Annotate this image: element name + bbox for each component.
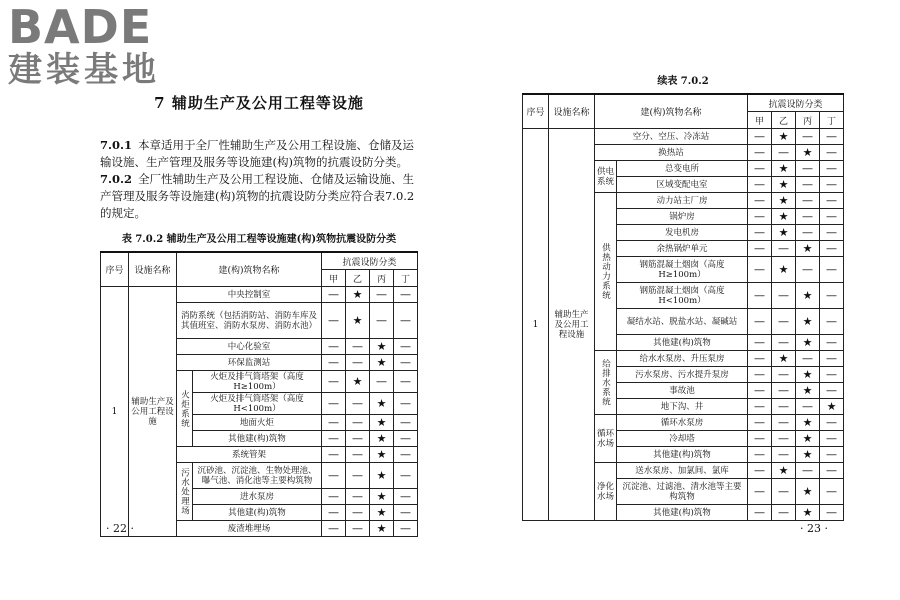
group-power-supply: 供电系统 <box>595 161 617 193</box>
building-name: 系统管架 <box>177 447 322 463</box>
class-mark: — <box>394 489 418 505</box>
class-mark: — <box>796 129 820 145</box>
class-mark: — <box>748 415 772 431</box>
building-name: 火炬及排气筒塔架（高度H<100m） <box>193 393 322 415</box>
building-name: 送水泵房、加氯间、氯库 <box>617 463 748 479</box>
header-seq: 序号 <box>101 252 129 287</box>
header-class-a: 甲 <box>322 270 346 287</box>
class-mark: — <box>748 505 772 521</box>
table-row <box>523 129 844 145</box>
table-caption: 表 7.0.2 辅助生产及公用工程等设施建(构)筑物抗震设防分类 <box>121 234 397 245</box>
class-mark: ★ <box>772 129 796 145</box>
continued-table-caption: 续表 7.0.2 <box>657 76 709 87</box>
class-mark: — <box>748 399 772 415</box>
class-mark: ★ <box>796 335 820 351</box>
building-name: 污水泵房、污水提升泵房 <box>617 367 748 383</box>
page-number-right: · 23 · <box>800 522 828 535</box>
class-mark: — <box>820 161 844 177</box>
row-facility: 辅助生产及公用工程设施 <box>129 287 177 537</box>
class-mark: ★ <box>772 193 796 209</box>
building-name: 凝结水站、脱盐水站、凝碱站 <box>617 309 748 335</box>
class-mark: ★ <box>772 161 796 177</box>
class-mark: ★ <box>346 371 370 393</box>
class-mark: — <box>820 383 844 399</box>
class-mark: — <box>346 463 370 489</box>
table-row <box>101 287 418 303</box>
class-mark: ★ <box>370 505 394 521</box>
class-mark: ★ <box>820 399 844 415</box>
class-mark: — <box>346 431 370 447</box>
class-mark: — <box>394 303 418 339</box>
class-mark: ★ <box>796 383 820 399</box>
class-mark: — <box>772 367 796 383</box>
header-class-d: 丁 <box>820 112 844 129</box>
class-mark: — <box>748 209 772 225</box>
class-mark: ★ <box>370 431 394 447</box>
class-mark: — <box>322 431 346 447</box>
class-mark: — <box>772 145 796 161</box>
header-class-c: 丙 <box>370 270 394 287</box>
class-mark: — <box>370 303 394 339</box>
building-name: 钢筋混凝土烟囱（高度H<100m） <box>617 283 748 309</box>
class-mark: ★ <box>796 431 820 447</box>
class-mark: — <box>394 371 418 393</box>
class-mark: ★ <box>796 283 820 309</box>
class-mark: — <box>796 225 820 241</box>
header-class-a: 甲 <box>748 112 772 129</box>
class-mark: — <box>322 489 346 505</box>
class-mark: — <box>772 415 796 431</box>
building-name: 沉淀池、过滤池、清水池等主要构筑物 <box>617 479 748 505</box>
class-mark: — <box>346 489 370 505</box>
header-facility: 设施名称 <box>129 252 177 287</box>
class-mark: — <box>820 335 844 351</box>
class-mark: — <box>748 351 772 367</box>
class-mark: — <box>748 145 772 161</box>
class-mark: — <box>346 505 370 521</box>
class-mark: — <box>346 393 370 415</box>
class-mark: ★ <box>370 489 394 505</box>
class-mark: ★ <box>772 463 796 479</box>
class-mark: — <box>772 383 796 399</box>
class-mark: — <box>394 431 418 447</box>
clause-text: 全厂性辅助生产及公用工程设施、仓储及运输设施、生产管理及服务等设施建(构)筑物的抗震设防分类应符合表7.0.2的规定。 <box>100 172 415 220</box>
class-mark: — <box>748 129 772 145</box>
building-name: 动力站主厂房 <box>617 193 748 209</box>
group-water-supply-drainage: 给排水系统 <box>595 351 617 415</box>
class-mark: — <box>796 193 820 209</box>
clause-number: 7.0.1 <box>100 138 133 152</box>
class-mark: — <box>394 521 418 537</box>
class-mark: — <box>772 505 796 521</box>
header-category: 抗震设防分类 <box>322 252 418 270</box>
building-name: 总变电所 <box>617 161 748 177</box>
building-name: 给水水泵房、升压泵房 <box>617 351 748 367</box>
class-mark: — <box>820 257 844 283</box>
class-mark: ★ <box>370 415 394 431</box>
class-mark: ★ <box>370 463 394 489</box>
building-name: 环保监测站 <box>177 355 322 371</box>
header-building: 建(构)筑物名称 <box>595 94 748 129</box>
class-mark: — <box>820 309 844 335</box>
logo-subtitle: 建装基地 <box>8 50 160 90</box>
class-mark: — <box>748 309 772 335</box>
class-mark: — <box>820 463 844 479</box>
class-mark: ★ <box>772 177 796 193</box>
class-mark: — <box>322 303 346 339</box>
class-mark: — <box>796 209 820 225</box>
class-mark: — <box>772 335 796 351</box>
group-sewage-plant: 污水处理场 <box>177 463 193 521</box>
class-mark: ★ <box>370 447 394 463</box>
building-name: 其他建(构)筑物 <box>617 335 748 351</box>
class-mark: — <box>322 355 346 371</box>
building-name: 废渣堆埋场 <box>177 521 322 537</box>
class-mark: — <box>820 479 844 505</box>
clause-text: 本章适用于全厂性辅助生产及公用工程设施、仓储及运输设施、生产管理及服务等设施建(构)筑物的抗震设防分类。 <box>100 138 415 169</box>
class-mark: — <box>322 415 346 431</box>
class-mark: — <box>748 335 772 351</box>
building-name: 循环水泵房 <box>617 415 748 431</box>
building-name: 锅炉房 <box>617 209 748 225</box>
class-mark: — <box>748 161 772 177</box>
building-name: 发电机房 <box>617 225 748 241</box>
class-mark: — <box>820 129 844 145</box>
class-mark: ★ <box>370 355 394 371</box>
building-name: 区域变配电室 <box>617 177 748 193</box>
class-mark: — <box>820 177 844 193</box>
chapter-title: 7 辅助生产及公用工程等设施 <box>154 94 364 112</box>
class-mark: — <box>394 355 418 371</box>
class-mark: ★ <box>796 367 820 383</box>
class-mark: — <box>748 257 772 283</box>
building-name: 中心化验室 <box>177 339 322 355</box>
class-mark: — <box>748 225 772 241</box>
class-mark: — <box>820 209 844 225</box>
class-mark: — <box>820 351 844 367</box>
header-building: 建(构)筑物名称 <box>177 252 322 287</box>
class-mark: — <box>796 463 820 479</box>
building-name: 其他建(构)筑物 <box>193 431 322 447</box>
class-mark: — <box>394 447 418 463</box>
class-mark: ★ <box>772 209 796 225</box>
building-name: 其他建(构)筑物 <box>617 505 748 521</box>
class-mark: — <box>748 283 772 309</box>
class-mark: ★ <box>796 309 820 335</box>
group-heat-power: 供热动力系统 <box>595 193 617 351</box>
class-mark: — <box>796 177 820 193</box>
class-mark: — <box>322 463 346 489</box>
header-class-d: 丁 <box>394 270 418 287</box>
class-mark: — <box>748 177 772 193</box>
header-category: 抗震设防分类 <box>748 94 844 112</box>
class-mark: ★ <box>772 225 796 241</box>
class-mark: — <box>394 339 418 355</box>
class-mark: — <box>772 399 796 415</box>
building-name: 地下沟、井 <box>617 399 748 415</box>
class-mark: — <box>820 193 844 209</box>
class-mark: — <box>394 415 418 431</box>
class-mark: — <box>748 367 772 383</box>
class-mark: ★ <box>370 393 394 415</box>
class-mark: — <box>772 241 796 257</box>
class-mark: — <box>322 521 346 537</box>
class-mark: — <box>772 479 796 505</box>
class-mark: — <box>820 431 844 447</box>
class-mark: — <box>394 393 418 415</box>
right-page <box>522 64 844 521</box>
class-mark: — <box>346 521 370 537</box>
class-mark: — <box>796 257 820 283</box>
class-mark: — <box>394 287 418 303</box>
group-cooling-water: 循环水场 <box>595 415 617 463</box>
class-mark: ★ <box>772 351 796 367</box>
class-mark: — <box>796 351 820 367</box>
building-name: 事故池 <box>617 383 748 399</box>
class-mark: — <box>322 287 346 303</box>
class-mark: — <box>772 283 796 309</box>
class-mark: ★ <box>370 339 394 355</box>
class-mark: — <box>772 309 796 335</box>
class-mark: — <box>346 447 370 463</box>
row-seq: 1 <box>523 129 549 521</box>
row-seq: 1 <box>101 287 129 537</box>
building-name: 中央控制室 <box>177 287 322 303</box>
class-mark: — <box>394 505 418 521</box>
building-name: 地面火炬 <box>193 415 322 431</box>
group-water-purification: 净化水场 <box>595 463 617 521</box>
class-mark: — <box>748 463 772 479</box>
class-mark: — <box>820 283 844 309</box>
class-mark: — <box>370 371 394 393</box>
class-mark: ★ <box>796 479 820 505</box>
class-mark: ★ <box>370 521 394 537</box>
building-name: 消防系统（包括消防站、消防车库及其值班室、消防水泵房、消防水池） <box>177 303 322 339</box>
header-class-c: 丙 <box>796 112 820 129</box>
class-mark: — <box>820 145 844 161</box>
continued-classification-table <box>522 93 844 521</box>
header-class-b: 乙 <box>346 270 370 287</box>
class-mark: — <box>820 241 844 257</box>
class-mark: — <box>322 505 346 521</box>
page-number-left: · 22 · <box>106 522 134 535</box>
classification-table <box>100 251 418 537</box>
header-facility: 设施名称 <box>549 94 595 129</box>
class-mark: — <box>370 287 394 303</box>
class-mark: — <box>322 371 346 393</box>
class-mark: ★ <box>346 287 370 303</box>
class-mark: — <box>820 415 844 431</box>
building-name: 其他建(构)筑物 <box>193 505 322 521</box>
group-torch-system: 火炬系统 <box>177 371 193 447</box>
class-mark: — <box>322 447 346 463</box>
class-mark: — <box>748 447 772 463</box>
header-class-b: 乙 <box>772 112 796 129</box>
class-mark: — <box>322 339 346 355</box>
building-name: 空分、空压、冷冻站 <box>595 129 748 145</box>
class-mark: — <box>796 399 820 415</box>
left-page <box>100 92 418 537</box>
building-name: 火炬及排气筒塔架（高度H≥100m） <box>193 371 322 393</box>
header-seq: 序号 <box>523 94 549 129</box>
class-mark: — <box>772 447 796 463</box>
class-mark: ★ <box>796 447 820 463</box>
class-mark: ★ <box>796 241 820 257</box>
row-facility: 辅助生产及公用工程设施 <box>549 129 595 521</box>
clause-number: 7.0.2 <box>100 172 133 186</box>
logo-brand: BADE <box>8 0 153 54</box>
building-name: 进水泵房 <box>193 489 322 505</box>
class-mark: — <box>346 339 370 355</box>
class-mark: — <box>772 431 796 447</box>
class-mark: ★ <box>796 415 820 431</box>
building-name: 其他建(构)筑物 <box>617 447 748 463</box>
class-mark: — <box>322 393 346 415</box>
class-mark: ★ <box>796 145 820 161</box>
brand-logo <box>8 0 178 90</box>
class-mark: ★ <box>772 257 796 283</box>
class-mark: ★ <box>346 303 370 339</box>
class-mark: — <box>820 225 844 241</box>
building-name: 沉砂池、沉淀池、生物处理池、曝气池、消化池等主要构筑物 <box>193 463 322 489</box>
class-mark: — <box>346 355 370 371</box>
building-name: 钢筋混凝土烟囱（高度H≥100m） <box>617 257 748 283</box>
class-mark: — <box>820 367 844 383</box>
class-mark: — <box>748 383 772 399</box>
class-mark: — <box>796 161 820 177</box>
class-mark: — <box>820 505 844 521</box>
class-mark: — <box>748 479 772 505</box>
class-mark: — <box>394 463 418 489</box>
paragraph-7-0-2 <box>100 171 418 222</box>
class-mark: — <box>748 241 772 257</box>
class-mark: — <box>346 415 370 431</box>
class-mark: — <box>820 447 844 463</box>
paragraph-7-0-1 <box>100 137 418 171</box>
class-mark: — <box>748 431 772 447</box>
class-mark: ★ <box>796 505 820 521</box>
building-name: 换热站 <box>595 145 748 161</box>
building-name: 冷却塔 <box>617 431 748 447</box>
building-name: 余热锅炉单元 <box>617 241 748 257</box>
class-mark: — <box>748 193 772 209</box>
